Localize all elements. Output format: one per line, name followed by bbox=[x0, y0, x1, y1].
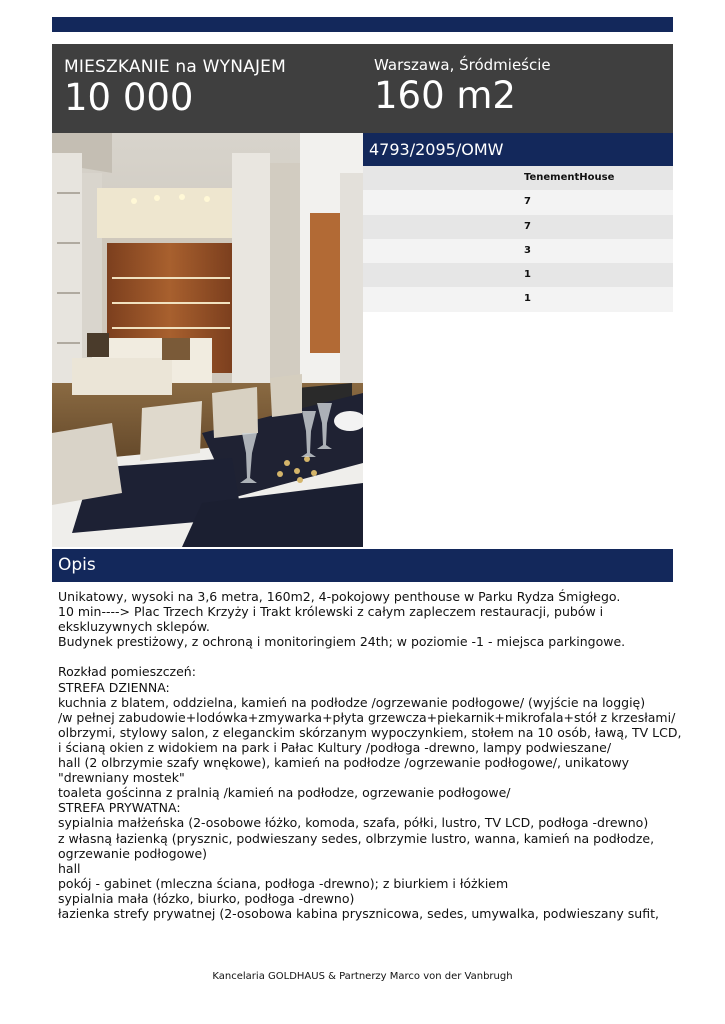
price-value: 10 000 bbox=[64, 76, 194, 119]
description-line: /w pełnej zabudowie+lodówka+zmywarka+płyta grzewcza+piekarnik+mikrofala+stół z krzesłami/ bbox=[58, 709, 676, 725]
property-details-list bbox=[363, 166, 673, 312]
description-line bbox=[58, 649, 670, 664]
description-line: pokój - gabinet (mleczna ściana, podłoga -drewno); z biurkiem i łóżkiem bbox=[58, 875, 509, 891]
location-label: Warszawa, Śródmieście bbox=[374, 56, 551, 74]
description-line: Budynek prestiżowy, z ochroną i monitoringiem 24th; w poziomie -1 - miejsca parkingowe. bbox=[58, 634, 626, 650]
description-line: ekskluzywnych sklepów. bbox=[58, 619, 210, 635]
listing-header bbox=[52, 44, 673, 133]
description-line: Unikatowy, wysoki na 3,6 metra, 160m2, 4-pokojowy penthouse w Parku Rydza Śmigłego. bbox=[58, 589, 621, 604]
area-value: 160 m2 bbox=[374, 74, 516, 117]
description-line: ogrzewanie podłogowe) bbox=[58, 845, 208, 861]
footer-text: Kancelaria GOLDHAUS & Partnerzy Marco von der Vanbrugh bbox=[212, 971, 513, 982]
description-line: z własną łazienką (prysznic, podwieszany sedes, olbrzymie lustro, wanna, kamień na podłodze, bbox=[58, 830, 655, 846]
property-row: 7 bbox=[363, 215, 673, 239]
description-line: Rozkład pomieszczeń: bbox=[58, 664, 196, 680]
description-line: i ścianą okien z widokiem na park i Pałac Kultury /podłoga -drewno, lampy podwieszane/ bbox=[58, 739, 612, 755]
property-row: 1 bbox=[363, 287, 673, 311]
description-line: toaleta gościnna z pralnią /kamień na podłodze, ogrzewanie podłogowe/ bbox=[58, 785, 511, 801]
description-line: 10 min----> Plac Trzech Krzyży i Trakt królewski z całym zapleczem restauracji, pubów i bbox=[58, 604, 604, 620]
property-photo bbox=[52, 133, 363, 547]
description-line: olbrzymi, stylowy salon, z eleganckim skórzanym wypoczynkiem, stołem na 10 osób, ławą, TV LCD, bbox=[58, 724, 682, 740]
description-line: sypialnia małżeńska (2-osobowe łóżko, komoda, szafa, półki, lustro, TV LCD, podłoga -drewno) bbox=[58, 815, 649, 831]
property-row: 3 bbox=[363, 239, 673, 263]
description-line: STREFA DZIENNA: bbox=[58, 679, 170, 695]
description-line: sypialnia mała (łózko, biurko, podłoga -drewno) bbox=[58, 890, 355, 906]
description-heading: Opis bbox=[52, 549, 673, 582]
description-line: łazienka strefy prywatnej (2-osobowa kabina prysznicowa, sedes, umywalka, podwieszany sufit, bbox=[58, 905, 659, 921]
description-line: hall (2 olbrzymie szafy wnękowe), kamień na podłodze /ogrzewanie podłogowe/, unikatowy bbox=[58, 755, 630, 771]
property-row: 1 bbox=[363, 263, 673, 287]
description-text bbox=[58, 589, 682, 921]
interior-photo-illustration bbox=[52, 133, 363, 547]
description-line: kuchnia z blatem, oddzielna, kamień na podłodze /ogrzewanie podłogowe/ (wyjście na loggię) bbox=[58, 694, 646, 710]
top-accent-bar bbox=[52, 17, 673, 32]
offer-type-label: MIESZKANIE na WYNAJEM bbox=[64, 57, 286, 77]
property-row: 7 bbox=[363, 190, 673, 214]
property-row-building-type: TenementHouse bbox=[363, 166, 673, 190]
description-line: STREFA PRYWATNA: bbox=[58, 800, 181, 816]
reference-number: 4793/2095/OMW bbox=[363, 133, 673, 166]
description-line: "drewniany mostek" bbox=[58, 770, 185, 786]
description-line: hall bbox=[58, 860, 81, 876]
